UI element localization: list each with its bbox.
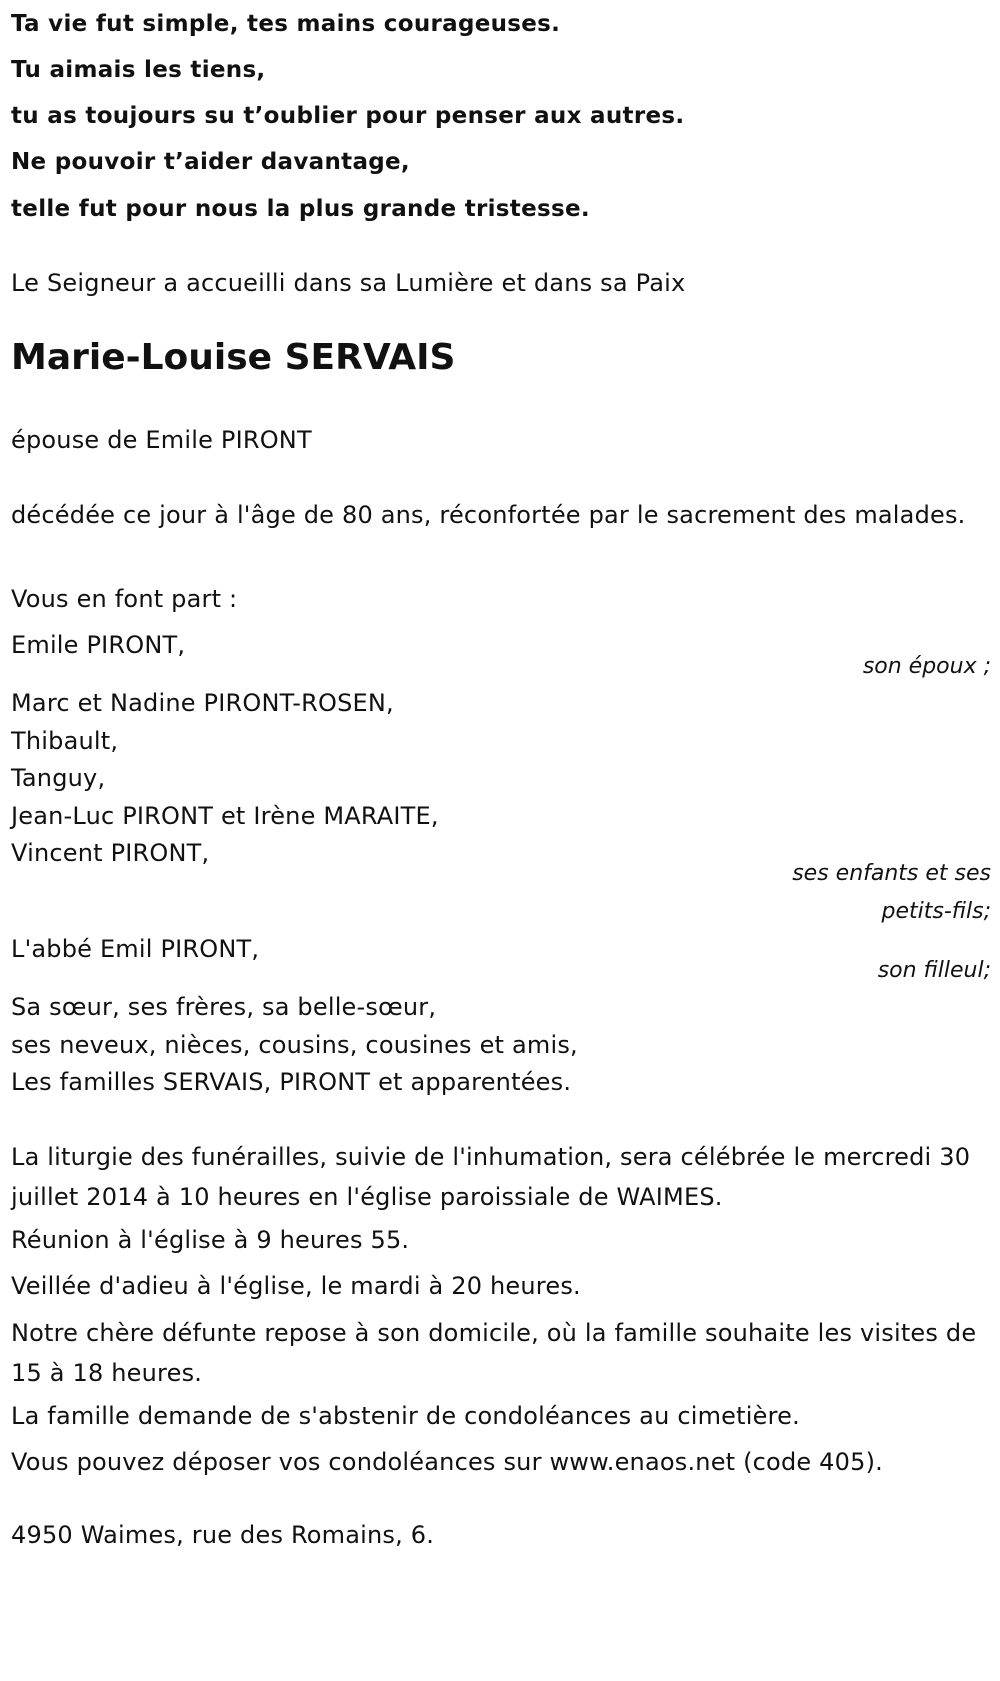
announcement-line: Vous en font part :	[11, 585, 238, 613]
address: 4950 Waimes, rue des Romains, 6.	[11, 1521, 435, 1549]
family-role-children: ses enfants et ses petits-fils;	[792, 861, 991, 924]
family-name: Emile PIRONT,	[11, 631, 186, 659]
family-name: L'abbé Emil PIRONT,	[11, 935, 260, 963]
family-name: Tanguy,	[11, 764, 106, 792]
poem-line-3: tu as toujours su t’oublier pour penser aux autres.	[11, 103, 685, 129]
family-name: Sa sœur, ses frères, sa belle-sœur,	[11, 993, 437, 1021]
funeral-no-condolences: La famille demande de s'abstenir de condoléances au cimetière.	[11, 1402, 800, 1430]
funeral-visits: Notre chère défunte repose à son domicile, où la famille souhaite les visites de 15 à 18 heures.	[11, 1319, 977, 1387]
family-role-spouse: son époux ;	[862, 654, 991, 679]
family-name: Jean-Luc PIRONT et Irène MARAITE,	[11, 802, 439, 830]
family-name: Marc et Nadine PIRONT-ROSEN,	[11, 689, 394, 717]
intro-line: Le Seigneur a accueilli dans sa Lumière et dans sa Paix	[11, 269, 686, 297]
poem-line-1: Ta vie fut simple, tes mains courageuses.	[11, 11, 561, 37]
poem-line-4: Ne pouvoir t’aider davantage,	[11, 149, 410, 175]
deceased-name: Marie-Louise SERVAIS	[11, 337, 456, 378]
funeral-liturgy: La liturgie des funérailles, suivie de l'inhumation, sera célébrée le mercredi 30 juillet 2014 à 10 heures en l'église paroissiale de WAIMES.	[11, 1143, 971, 1211]
family-name: Thibault,	[11, 727, 119, 755]
funeral-meeting: Réunion à l'église à 9 heures 55.	[11, 1226, 410, 1254]
family-name: Vincent PIRONT,	[11, 839, 210, 867]
family-role-godson: son filleul;	[877, 958, 991, 983]
funeral-online-condolences: Vous pouvez déposer vos condoléances sur www.enaos.net (code 405).	[11, 1448, 883, 1476]
funeral-vigil: Veillée d'adieu à l'église, le mardi à 20 heures.	[11, 1272, 581, 1300]
death-line: décédée ce jour à l'âge de 80 ans, réconfortée par le sacrement des malades.	[11, 501, 966, 529]
poem-line-2: Tu aimais les tiens,	[11, 57, 266, 83]
family-name: Les familles SERVAIS, PIRONT et apparentées.	[11, 1068, 572, 1096]
family-name: ses neveux, nièces, cousins, cousines et amis,	[11, 1031, 578, 1059]
spouse-line: épouse de Emile PIRONT	[11, 426, 312, 454]
poem-line-5: telle fut pour nous la plus grande tristesse.	[11, 196, 590, 222]
